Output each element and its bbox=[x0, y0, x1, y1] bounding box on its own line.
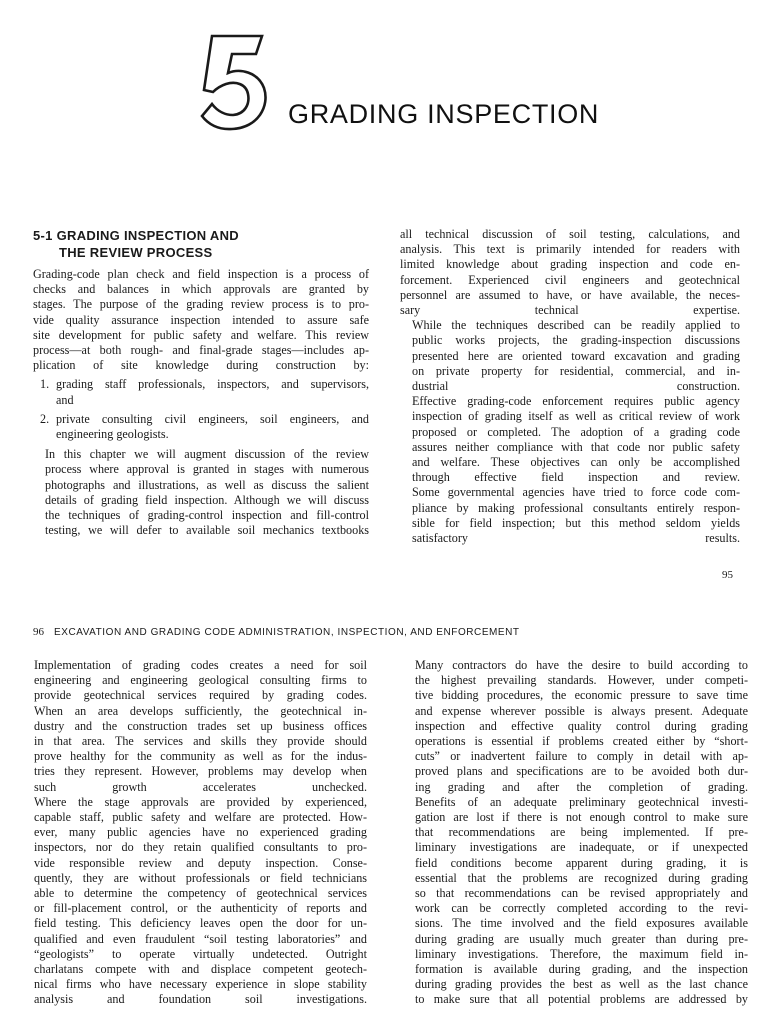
text-line: provide geotechnical services required by grading codes. bbox=[34, 688, 367, 703]
text-line: field testing. This deficiency leaves open the door for un- bbox=[34, 916, 367, 931]
text-line: charlatans compete with and displace competent geotech- bbox=[34, 962, 367, 977]
text-line: inspectors, nor do they retain qualified consultants to pro- bbox=[34, 840, 367, 855]
list-item bbox=[33, 377, 369, 407]
text-line: Grading-code plan check and field inspection is a process of bbox=[33, 267, 369, 281]
text-line: limited knowledge about grading inspection and code en- bbox=[400, 257, 740, 272]
text-line: testing, we will defer to available soil mechanics textbooks bbox=[45, 523, 369, 538]
page-number: 95 bbox=[722, 569, 733, 581]
text-line: “geologists” to operate virtually undetected. Outright bbox=[34, 946, 367, 961]
text-line: details of grading field inspection. Although we will discuss bbox=[45, 492, 369, 507]
text-line: during grading provides the best as well as the last chance bbox=[415, 977, 748, 992]
text-line: and welfare. These objectives can only be accomplished bbox=[412, 455, 740, 470]
text-line: satisfactory results. bbox=[412, 531, 740, 546]
text-line: tries they represent. However, problems may develop when bbox=[34, 764, 367, 779]
page-number: 96 bbox=[33, 626, 44, 638]
text-line: Implementation of grading codes creates a need for soil bbox=[34, 658, 367, 672]
text-line: vide quality assurance inspection intended to assure safe bbox=[33, 312, 369, 327]
text-line: In this chapter we will augment discussion of the review bbox=[45, 447, 369, 462]
text-line: liminary investigations are inadequate, or if unexpected bbox=[415, 840, 748, 855]
page-96-right-column bbox=[403, 658, 748, 1008]
text-line: public works projects, the grading-inspection discussions bbox=[412, 333, 740, 348]
text-line: proposed or completed. The adoption of a grading code bbox=[412, 424, 740, 439]
text-line: process—at both rough- and final-grade stages—includes ap- bbox=[33, 343, 369, 358]
text-line: presented here are oriented toward excavation and grading bbox=[412, 348, 740, 363]
text-line: checks and balances in which approvals are granted by bbox=[33, 282, 369, 297]
text-line: during grading are usually much greater than during pre- bbox=[415, 931, 748, 946]
text-line: ing grading and after the completion of grading. bbox=[415, 779, 748, 794]
text-line: tive bidding procedures, the economic pressure to save time bbox=[415, 688, 748, 703]
page-95-right-column bbox=[400, 227, 740, 546]
paragraph bbox=[33, 447, 369, 538]
text-line: analysis and foundation soil investigations. bbox=[34, 992, 367, 1007]
text-line: engineering geologists. bbox=[56, 427, 169, 442]
paragraph bbox=[22, 795, 367, 1008]
text-line: that recommendations are being implemented. If pre- bbox=[415, 825, 748, 840]
paragraph bbox=[400, 485, 740, 546]
text-line: quently, they are without professionals or field technicians bbox=[34, 870, 367, 885]
text-line: vide responsible review and deputy inspection. Conse- bbox=[34, 855, 367, 870]
text-line: Many contractors do have the desire to build according to bbox=[415, 658, 748, 672]
text-line: photographs and illustrations, as well as discuss the salient bbox=[45, 477, 369, 492]
text-line: the techniques of grading-control inspection and fill-control bbox=[45, 508, 369, 523]
text-line: sions. The time involved and the field exposures available bbox=[415, 916, 748, 931]
list-number: 2. bbox=[40, 411, 50, 426]
text-line: engineering and engineering geological consulting firms to bbox=[34, 673, 367, 688]
text-line: field conditions become apparent during grading, it is bbox=[415, 855, 748, 870]
paragraph bbox=[400, 394, 740, 485]
text-line: operations is essential if problems created either by “short- bbox=[415, 734, 748, 749]
text-line: to make sure that all potential problems are addressed by bbox=[415, 992, 748, 1007]
text-line: Effective grading-code enforcement requires public agency bbox=[412, 394, 740, 409]
text-line: While the techniques described can be readily applied to bbox=[412, 318, 740, 333]
text-line: stages. The purpose of the grading review process is to pro- bbox=[33, 297, 369, 312]
text-line: Where the stage approvals are provided by experienced, bbox=[34, 794, 367, 809]
text-line: essential that the problems are recognized during grading bbox=[415, 870, 748, 885]
running-head bbox=[33, 626, 520, 638]
text-line: dustry and the construction trades set up business offices bbox=[34, 718, 367, 733]
text-line: nical firms who have necessary experience in slope stability bbox=[34, 977, 367, 992]
text-line: Benefits of an adequate preliminary geotechnical investi- bbox=[415, 794, 748, 809]
numbered-list bbox=[33, 377, 369, 442]
text-line: work can be correctly completed according to the revi- bbox=[415, 901, 748, 916]
text-line: sible for field inspection; but this method seldom yields bbox=[412, 515, 740, 530]
text-line: plication of site knowledge during construction by: bbox=[33, 358, 369, 373]
page-96-left-column bbox=[22, 658, 367, 1008]
text-line: such growth accelerates unchecked. bbox=[34, 779, 367, 794]
text-line: formation is available during grading, and the inspection bbox=[415, 962, 748, 977]
text-line: site development for public safety and welfare. This review bbox=[33, 327, 369, 342]
text-line: cuts” or inadvertent failure to comply in detail with ap- bbox=[415, 749, 748, 764]
text-line: qualified and even fraudulent “soil testing laboratories” and bbox=[34, 931, 367, 946]
text-line: or fill-placement control, or the authenticity of reports and bbox=[34, 901, 367, 916]
paragraph bbox=[403, 795, 748, 1008]
text-line: the highest prevailing standards. However, under competi- bbox=[415, 673, 748, 688]
section-heading bbox=[33, 227, 239, 261]
text-line: assures neither compliance with that code nor public safety bbox=[412, 439, 740, 454]
text-line: liminary investigations. Therefore, the maximum field in- bbox=[415, 946, 748, 961]
text-line: through effective field inspection and review. bbox=[412, 470, 740, 485]
text-line: grading staff professionals, inspectors, and supervisors, bbox=[56, 377, 369, 392]
text-line: and bbox=[56, 392, 74, 407]
text-line: prove healthy for the community as well as for the indus- bbox=[34, 749, 367, 764]
chapter-number-5-glyph bbox=[200, 32, 270, 132]
text-line: in that area. The services and skills they provide should bbox=[34, 734, 367, 749]
text-line: private consulting civil engineers, soil engineers, and bbox=[56, 411, 369, 426]
text-line: so that recommendations can be revised appropriately and bbox=[415, 886, 748, 901]
paragraph bbox=[400, 318, 740, 394]
text-line: When an area develops sufficiently, the geotechnical in- bbox=[34, 703, 367, 718]
text-line: dustrial construction. bbox=[412, 379, 740, 394]
list-item bbox=[33, 412, 369, 442]
text-line: forcement. Experienced civil engineers and geotechnical bbox=[400, 272, 740, 287]
text-line: inspection and effective quality control during grading bbox=[415, 718, 748, 733]
text-line: Some governmental agencies have tried to force code com- bbox=[412, 485, 740, 500]
page-96 bbox=[0, 600, 768, 1024]
text-line: sary technical expertise. bbox=[400, 303, 740, 318]
text-line: on private property for residential, commercial, and in- bbox=[412, 363, 740, 378]
text-line: capable staff, public safety and welfare are protected. How- bbox=[34, 810, 367, 825]
page-95-left-column bbox=[33, 267, 369, 538]
text-line: personnel are assumed to have, or have available, the neces- bbox=[400, 287, 740, 302]
list-number: 1. bbox=[40, 377, 50, 392]
text-line: pliance by making professional consultants entirely respon- bbox=[412, 500, 740, 515]
text-line: inspection of grading itself as well as critical review of work bbox=[412, 409, 740, 424]
running-head-title: EXCAVATION AND GRADING CODE ADMINISTRATION, INSPECTION, AND ENFORCEMENT bbox=[54, 627, 520, 638]
section-heading-line-1: 5-1 GRADING INSPECTION AND bbox=[33, 228, 239, 243]
text-line: ever, many public agencies have no experienced grading bbox=[34, 825, 367, 840]
text-line: all technical discussion of soil testing, calculations, and bbox=[400, 227, 740, 241]
text-line: able to determine the competency of geotechnical services bbox=[34, 886, 367, 901]
paragraph bbox=[33, 267, 369, 373]
section-heading-line-2: THE REVIEW PROCESS bbox=[59, 245, 213, 260]
text-line: process where approval is granted in stages with numerous bbox=[45, 462, 369, 477]
paragraph bbox=[403, 658, 748, 795]
paragraph bbox=[400, 227, 740, 318]
text-line: and expense wherever possible is always present. Adequate bbox=[415, 703, 748, 718]
chapter-title: GRADING INSPECTION bbox=[288, 99, 600, 129]
paragraph bbox=[22, 658, 367, 795]
text-line: proved plans and specifications are to be avoided both dur- bbox=[415, 764, 748, 779]
text-line: analysis. This text is primarily intended for readers with bbox=[400, 242, 740, 257]
text-line: gation are lost if there is not enough control to make sure bbox=[415, 810, 748, 825]
